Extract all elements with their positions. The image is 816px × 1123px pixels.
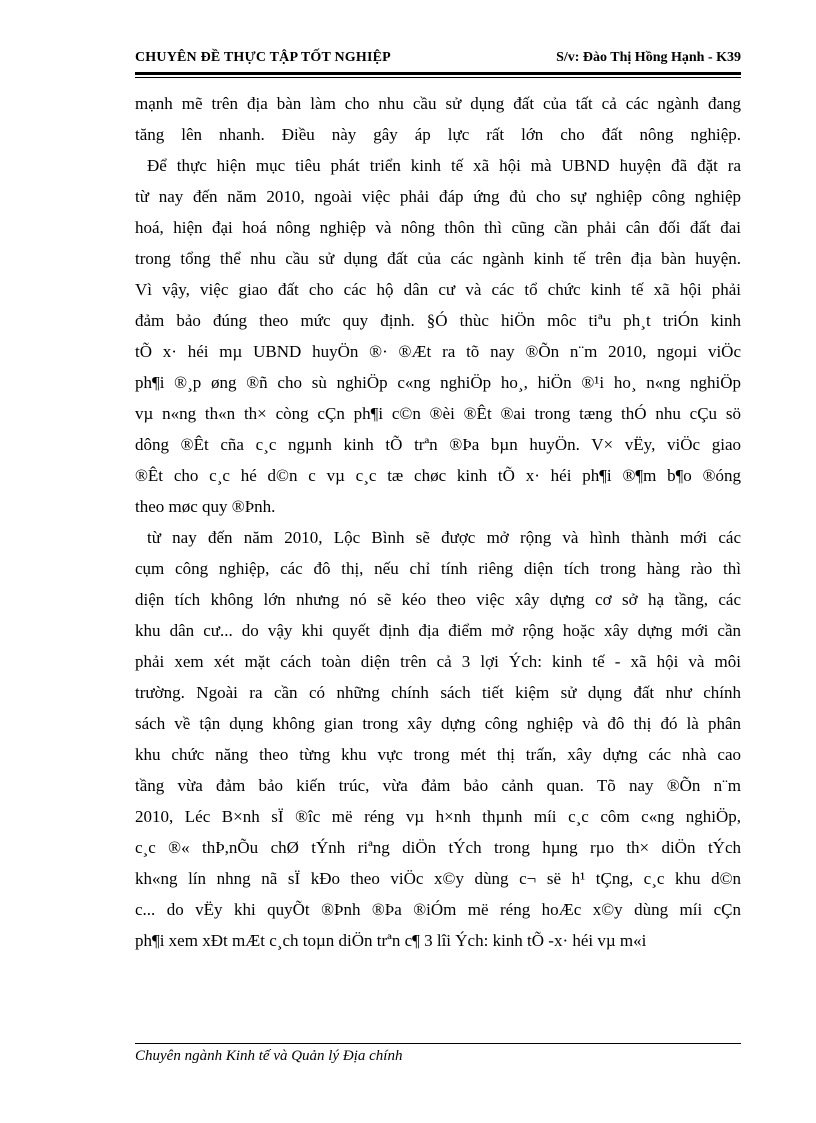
text-line: dông ®Êt cña c¸c ngµnh kinh tÕ trªn ®Þa bµn huyÖn. V× vËy, viÖc giao: [135, 435, 741, 454]
page-footer: Chuyên ngành Kinh tế và Quản lý Địa chính: [135, 1048, 403, 1064]
text-line: mạnh mẽ trên địa bàn làm cho nhu cầu sử dụng đất của tất cả các ngành đang: [135, 94, 741, 113]
text-line: ®Êt cho c¸c hé d©n c vµ c¸c tæ chøc kinh tÕ x· héi ph¶i ®¶m b¶o ®óng: [135, 466, 741, 485]
header-rule-thin: [135, 77, 741, 78]
text-line: trường. Ngoài ra cần có những chính sách tiết kiệm sử dụng đất như chính: [135, 683, 741, 702]
text-line: sách về tận dụng không gian trong xây dựng công nghiệp và đô thị đó là phân: [135, 714, 741, 733]
text-line: Để thực hiện mục tiêu phát triển kinh tế xã hội mà UBND huyện đã đặt ra: [147, 156, 741, 175]
text-line: tăng lên nhanh. Điều này gây áp lực rất lớn cho đất nông nghiệp.: [135, 125, 741, 144]
page-header: [135, 50, 741, 70]
footer-rule: [135, 1043, 741, 1044]
text-line: hoá, hiện đại hoá nông nghiệp và nông thôn thì cũng cần phải cân đối đất đai: [135, 218, 741, 237]
text-line: phải xem xét mặt cách toàn diện trên cả 3 lợi Ých: kinh tế - xã hội và môi: [135, 652, 741, 671]
page-body: [135, 88, 741, 956]
text-line: khu dân cư... do vậy khi quyết định địa điểm mở rộng hoặc xây dựng mới cần: [135, 621, 741, 640]
text-line: c... do vËy khi quyÕt ®Þnh ®Þa ®iÓm më réng hoÆc x©y dùng míi cÇn: [135, 900, 741, 919]
text-line: 2010, Léc B×nh sÏ ®îc më réng vµ h×nh thµnh míi c¸c côm c«ng nghiÖp,: [135, 807, 741, 826]
text-line: ph¶i xem xÐt mÆt c¸ch toµn diÖn trªn c¶ 3 lîi Ých: kinh tÕ -x· héi vµ m«i: [135, 931, 647, 950]
text-line: vµ n«ng th«n th× còng cÇn ph¶i c©n ®èi ®Êt ®ai trong tæng thÓ nhu cÇu sö: [135, 404, 741, 423]
document-title: CHUYÊN ĐỀ THỰC TẬP TỐT NGHIỆP: [135, 50, 391, 65]
text-line: kh«ng lín nhng nã sÏ kÐo theo viÖc x©y dùng c¬ së h¹ tÇng, c¸c khu d©n: [135, 869, 741, 888]
text-line: theo møc quy ®Þnh.: [135, 497, 276, 516]
text-line: tÕ x· héi mµ UBND huyÖn ®· ®Æt ra tõ nay ®Õn n¨m 2010, ngoµi viÖc: [135, 342, 741, 361]
text-line: cụm công nghiệp, các đô thị, nếu chỉ tính riêng diện tích trong hàng rào thì: [135, 559, 741, 578]
student-name: S/v: Đào Thị Hồng Hạnh - K39: [556, 50, 741, 65]
text-line: Vì vậy, việc giao đất cho các hộ dân cư và các tổ chức kinh tế xã hội phải: [135, 280, 741, 299]
text-line: c¸c ®« thÞ,nÕu chØ tÝnh riªng diÖn tÝch trong hµng rµo th× diÖn tÝch: [135, 838, 741, 857]
text-line: từ nay đến năm 2010, ngoài việc phải đáp ứng đủ cho sự nghiệp công nghiệp: [135, 187, 741, 206]
text-line: tầng vừa đảm bảo kiến trúc, vừa đảm bảo cảnh quan. Tõ nay ®Õn n¨m: [135, 776, 741, 795]
header-rule-thick: [135, 72, 741, 75]
text-line: khu chức năng theo từng khu vực trong mét thị trấn, xây dựng các nhà cao: [135, 745, 741, 764]
text-line: trong tổng thể nhu cầu sử dụng đất của các ngành kinh tế trên địa bàn huyện.: [135, 249, 741, 268]
text-line: ph¶i ®¸p øng ®ñ cho sù nghiÖp c«ng nghiÖp ho¸, hiÖn ®¹i ho¸ n«ng nghiÖp: [135, 373, 741, 392]
text-line: từ nay đến năm 2010, Lộc Bình sẽ được mở rộng và hình thành mới các: [147, 528, 741, 547]
text-line: đảm bảo đúng theo mức quy định. §Ó thùc hiÖn môc tiªu ph¸t triÓn kinh: [135, 311, 741, 330]
text-line: diện tích không lớn nhưng nó sẽ kéo theo việc xây dựng cơ sở hạ tầng, các: [135, 590, 741, 609]
